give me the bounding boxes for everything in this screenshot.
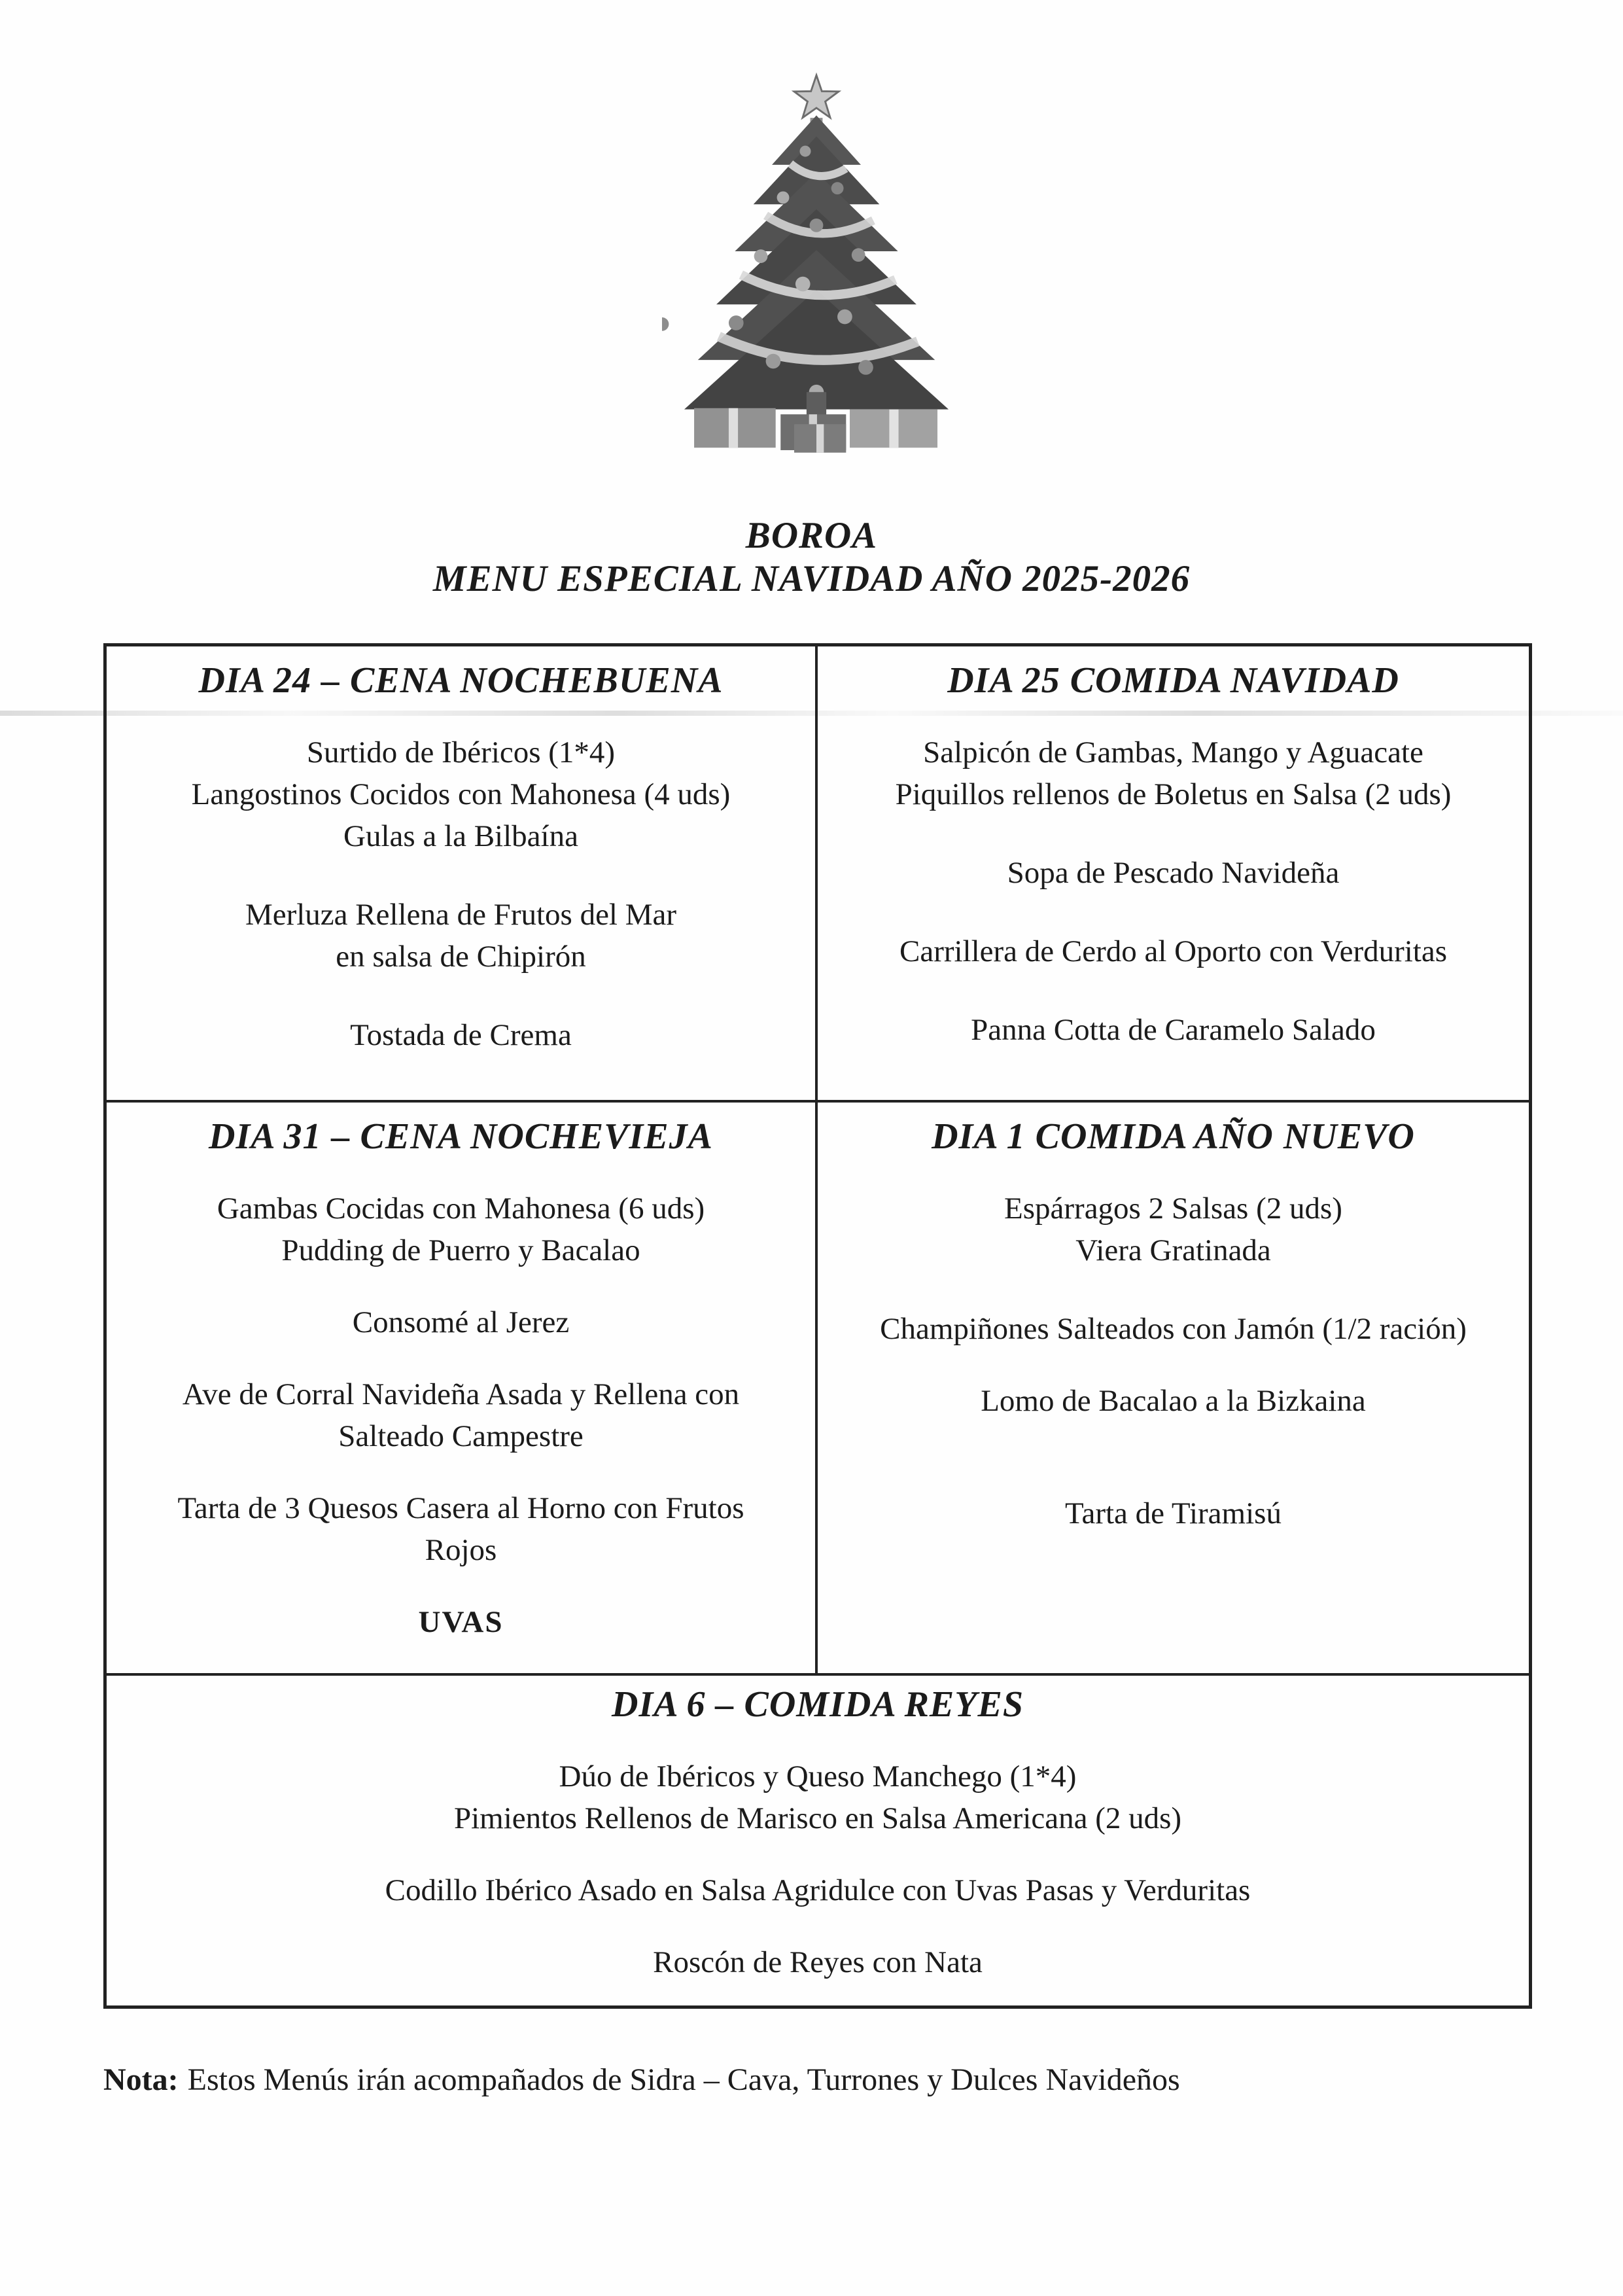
menu-section-dia6	[107, 1676, 1529, 2005]
menu-item: Langostinos Cocidos con Mahonesa (4 uds)	[191, 777, 731, 811]
star-icon	[794, 75, 839, 118]
menu-item: Consomé al Jerez	[352, 1305, 570, 1339]
menu-item: Ave de Corral Navideña Asada y Rellena con	[182, 1377, 740, 1411]
course-group	[107, 1869, 1529, 1911]
restaurant-name: BOROA	[745, 515, 878, 556]
course-group	[818, 1009, 1529, 1051]
menu-item: Codillo Ibérico Asado en Salsa Agridulce con Uvas Pasas y Verduritas	[385, 1873, 1251, 1907]
menu-item: Pimientos Rellenos de Marisco en Salsa Americana (2 uds)	[453, 1801, 1182, 1835]
course-group	[818, 852, 1529, 894]
menu-item: Roscón de Reyes con Nata	[653, 1945, 983, 1979]
course-group	[107, 732, 815, 857]
menu-item: Salpicón de Gambas, Mango y Aguacate	[923, 735, 1423, 769]
section-title-dia24: DIA 24 – CENA NOCHEBUENA	[198, 660, 724, 701]
course-group	[107, 1941, 1529, 1983]
menu-item: Lomo de Bacalao a la Bizkaina	[981, 1384, 1366, 1418]
note-text: Estos Menús irán acompañados de Sidra – Cava, Turrones y Dulces Navideños	[187, 2062, 1180, 2097]
menu-item: Tarta de 3 Quesos Casera al Horno con Frutos	[177, 1491, 744, 1525]
course-group	[818, 1380, 1529, 1422]
menu-title: MENU ESPECIAL NAVIDAD AÑO 2025-2026	[432, 558, 1191, 599]
course-group	[107, 894, 815, 978]
course-group	[818, 1188, 1529, 1271]
section-title-dia1: DIA 1 COMIDA AÑO NUEVO	[932, 1116, 1415, 1157]
course-group	[818, 1492, 1529, 1534]
menu-item: Gulas a la Bilbaína	[343, 819, 578, 853]
course-group	[107, 1188, 815, 1271]
menu-section-dia31	[107, 1103, 818, 1673]
menu-item: Champiñones Salteados con Jamón (1/2 ración)	[880, 1312, 1467, 1346]
menu-item: Viera Gratinada	[1075, 1233, 1271, 1267]
menu-item: Gambas Cocidas con Mahonesa (6 uds)	[217, 1192, 705, 1226]
menu-item-uvas: UVAS	[418, 1605, 504, 1639]
menu-item: Dúo de Ibéricos y Queso Manchego (1*4)	[559, 1759, 1077, 1793]
table-row	[107, 1100, 1529, 1673]
christmas-tree-image	[662, 65, 971, 459]
section-title-dia25: DIA 25 COMIDA NAVIDAD	[947, 660, 1399, 701]
menu-item: en salsa de Chipirón	[336, 940, 586, 974]
course-group	[107, 1014, 815, 1056]
course-group	[107, 1373, 815, 1457]
menu-item: Piquillos rellenos de Boletus en Salsa (2 uds)	[895, 777, 1452, 811]
menu-item: Merluza Rellena de Frutos del Mar	[245, 898, 677, 932]
menu-item: Espárragos 2 Salsas (2 uds)	[1004, 1192, 1342, 1226]
menu-item: Tostada de Crema	[350, 1018, 572, 1052]
menu-section-dia25	[818, 646, 1529, 1100]
menu-section-dia1	[818, 1103, 1529, 1673]
menu-section-dia24	[107, 646, 818, 1100]
menu-item: Sopa de Pescado Navideña	[1007, 856, 1340, 890]
menu-item: Tarta de Tiramisú	[1065, 1496, 1282, 1530]
menu-item: Rojos	[425, 1533, 497, 1567]
menu-item: Pudding de Puerro y Bacalao	[281, 1233, 640, 1267]
course-group	[107, 1756, 1529, 1839]
course-group	[107, 1601, 815, 1643]
footer-note	[103, 2060, 1543, 2100]
document-title	[0, 514, 1623, 601]
menu-item: Surtido de Ibéricos (1*4)	[306, 735, 616, 769]
table-row	[107, 1673, 1529, 2005]
course-group	[818, 1308, 1529, 1350]
section-title-dia31: DIA 31 – CENA NOCHEVIEJA	[209, 1116, 713, 1157]
section-title-dia6: DIA 6 – COMIDA REYES	[612, 1684, 1024, 1725]
menu-item: Carrillera de Cerdo al Oporto con Verduritas	[899, 934, 1448, 968]
course-group	[818, 930, 1529, 972]
menu-item: Salteado Campestre	[338, 1419, 584, 1453]
course-group	[107, 1487, 815, 1571]
course-group	[818, 732, 1529, 815]
menu-item: Panna Cotta de Caramelo Salado	[971, 1013, 1376, 1047]
menu-table	[103, 643, 1532, 2009]
table-row	[107, 646, 1529, 1100]
note-label: Nota:	[103, 2062, 179, 2097]
course-group	[107, 1301, 815, 1343]
